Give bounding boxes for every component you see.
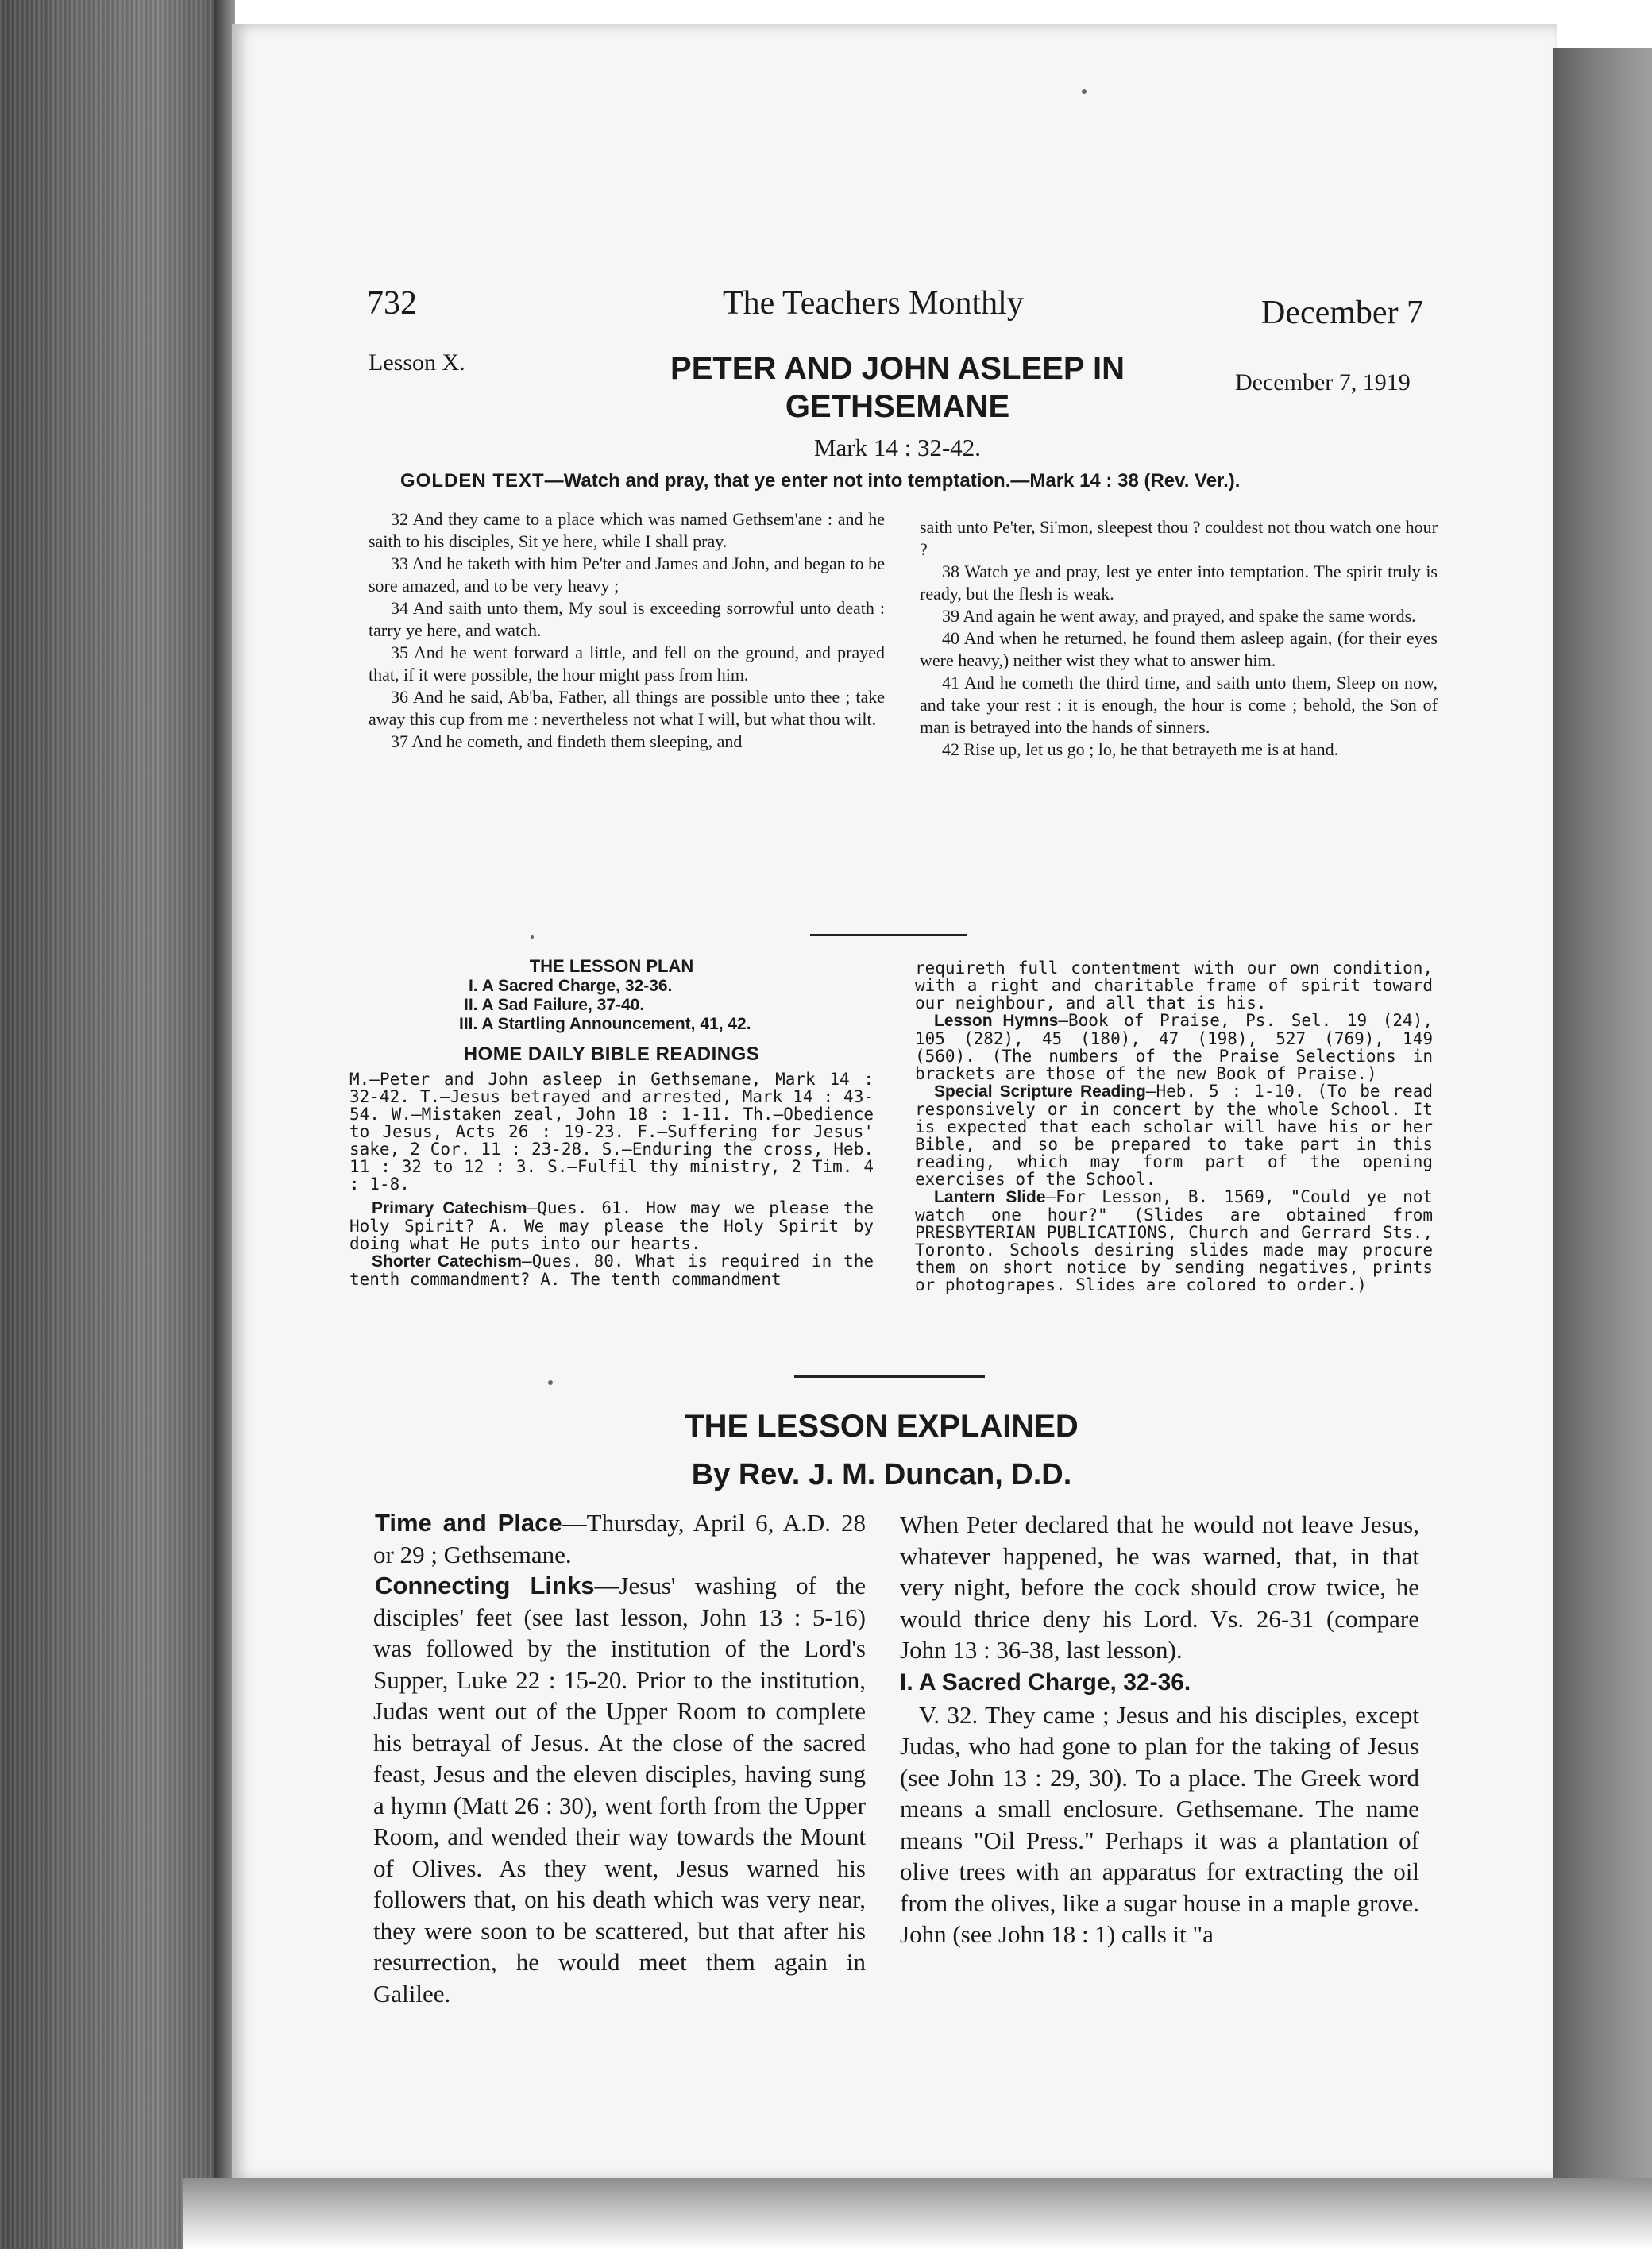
golden-text-body: —Watch and pray, that ye enter not into temptation.—Mark 14 : 38 (Rev. Ver.). xyxy=(544,470,1241,492)
explained-right-column xyxy=(900,1509,1419,1950)
speck xyxy=(531,935,534,939)
shorter-catechism-text: —Ques. 80. What is required in the tenth commandment? A. The tenth commandment xyxy=(349,1252,874,1289)
lesson-date: December 7, 1919 xyxy=(1235,369,1411,395)
lesson-title-line2: GETHSEMANE xyxy=(785,389,1010,424)
divider-rule xyxy=(810,934,967,936)
plan-item-1: I. A Sacred Charge, 32-36. xyxy=(469,977,673,995)
verse-36: 36 And he said, Ab'ba, Father, all things are possible unto thee ; take away this cup from me : nevertheless not what I will, but what thou wilt. xyxy=(369,687,885,729)
verse-40: 40 And when he returned, he found them asleep again, (for their eyes were heavy,) neither wist they what to answer him. xyxy=(920,628,1438,670)
verse-42: 42 Rise up, let us go ; lo, he that betrayeth me is at hand. xyxy=(942,739,1339,759)
page-bottom-edge xyxy=(183,2178,1652,2249)
golden-text xyxy=(400,470,1409,492)
plan-item-2: II. A Sad Failure, 37-40. xyxy=(464,996,645,1014)
scripture-left-column xyxy=(369,508,885,753)
lesson-hymns xyxy=(915,1012,1433,1082)
explained-left-column xyxy=(373,1507,866,2009)
scripture-reference: Mark 14 : 32-42. xyxy=(813,434,982,461)
verse-38: 38 Watch ye and pray, lest ye enter into temptation. The spirit truly is ready, but the flesh is weak. xyxy=(920,561,1438,604)
journal-title: The Teachers Monthly xyxy=(723,285,1024,322)
section-heading: I. A Sacred Charge, 32-36. xyxy=(900,1668,1191,1695)
book-spine-edge xyxy=(0,0,226,2249)
special-scripture-reading xyxy=(915,1082,1433,1188)
lesson-number: Lesson X. xyxy=(369,349,465,376)
plan-item-3: III. A Startling Announcement, 41, 42. xyxy=(459,1015,751,1033)
lantern-slide-label: Lantern Slide xyxy=(934,1188,1046,1206)
page-right-edge xyxy=(1553,48,1652,2184)
shorter-catechism xyxy=(349,1252,874,1288)
running-date: December 7 xyxy=(1261,295,1424,331)
lesson-notes-block xyxy=(915,959,1433,1294)
lantern-slide-text: —For Lesson, B. 1569, "Could ye not watch one hour?" (Slides are obtained from PRESBYTERIAN PUBLICATIONS, Church and Gerrard Sts., Toronto. Schools desiring slides made may procure them on short notice by sending negatives, prints or photograpes. Slides are colored to order.) xyxy=(915,1187,1433,1294)
verse-32-commentary: V. 32. They came ; Jesus and his disciples, except Judas, who had gone to plan for the taking of Jesus (see John 13 : 29, 30). To a place. The Greek word means a small enclosure. Gethsemane. The name means "Oil Press." Perhaps it was a plantation of olive trees with an apparatus for extracting the oil from the olives, like a sugar house in a maple grove. John (see John 18 : 1) calls it "a xyxy=(900,1700,1419,1948)
lesson-hymns-text: —Book of Praise, Ps. Sel. 19 (24), 105 (282), 45 (180), 47 (198), 527 (769), 149 (560). (The numbers of the Praise Selections in brackets are those of the new Book of Praise.) xyxy=(915,1011,1433,1083)
golden-text-label: GOLDEN TEXT xyxy=(400,470,545,492)
shorter-catechism-label: Shorter Catechism xyxy=(372,1252,522,1271)
home-readings-heading: HOME DAILY BIBLE READINGS xyxy=(463,1043,760,1065)
speck xyxy=(1082,89,1087,94)
verse-35: 35 And he went forward a little, and fell on the ground, and prayed that, if it were possible, the hour might pass from him. xyxy=(369,642,885,685)
time-and-place-text: —Thursday, April 6, A.D. 28 or 29 ; Gethsemane. xyxy=(373,1509,866,1568)
lesson-hymns-label: Lesson Hymns xyxy=(934,1012,1059,1030)
page-number: 732 xyxy=(367,285,417,322)
lesson-plan-list xyxy=(459,977,874,1034)
lesson-title-line1: PETER AND JOHN ASLEEP IN xyxy=(670,351,1125,386)
primary-catechism-text: —Ques. 61. How may we please the Holy Spirit? A. We may please the Holy Spirit by doing what He puts into our hearts. xyxy=(349,1198,874,1253)
primary-catechism-label: Primary Catechism xyxy=(372,1199,527,1217)
lesson-explained-byline: By Rev. J. M. Duncan, D.D. xyxy=(691,1458,1072,1491)
lesson-plan-heading: THE LESSON PLAN xyxy=(529,956,694,976)
lesson-plan-block xyxy=(349,956,874,1288)
speck xyxy=(548,1380,553,1385)
primary-catechism xyxy=(349,1199,874,1252)
verse-32: 32 And they came to a place which was named Gethsem'ane : and he saith to his disciples, Sit ye here, while I shall pray. xyxy=(369,509,885,551)
lantern-slide xyxy=(915,1188,1433,1294)
connecting-links xyxy=(373,1570,866,2009)
special-reading-label: Special Scripture Reading xyxy=(934,1082,1146,1101)
catechism-continuation: requireth full contentment with our own condition, with a right and charitable frame of spirit toward our neighbour, and all that is his. xyxy=(915,959,1433,1013)
verse-33: 33 And he taketh with him Pe'ter and James and John, and began to be sore amazed, and to be very heavy ; xyxy=(369,554,885,596)
verse-39: 39 And again he went away, and prayed, and spake the same words. xyxy=(942,606,1416,626)
lesson-title xyxy=(620,349,1175,426)
time-and-place xyxy=(373,1507,866,1570)
connecting-links-label: Connecting Links xyxy=(375,1572,595,1599)
verse-34: 34 And saith unto them, My soul is exceeding sorrowful unto death : tarry ye here, and watch. xyxy=(369,598,885,640)
scripture-right-column xyxy=(920,516,1438,761)
verse-37: 37 And he cometh, and findeth them sleeping, and xyxy=(391,731,743,751)
verse-37-cont: saith unto Pe'ter, Si'mon, sleepest thou ? couldest not thou watch one hour ? xyxy=(920,517,1438,559)
divider-rule xyxy=(794,1375,985,1378)
explained-right-para: When Peter declared that he would not leave Jesus, whatever happened, he was warned, that, in that very night, before the cock should crow twice, he would thrice deny his Lord. Vs. 26-31 (compare John 13 : 36-38, last lesson). xyxy=(900,1510,1419,1664)
home-readings-text: M.—Peter and John asleep in Gethsemane, Mark 14 : 32-42. T.—Jesus betrayed and arrested, Mark 14 : 43-54. W.—Mistaken zeal, John 18 : 1-11. Th.—Obedience to Jesus, Acts 26 : 19-23. F.—Suffering for Jesus' sake, 2 Cor. 11 : 23-28. S.—Enduring the cross, Heb. 11 : 32 to 12 : 3. S.—Fulfil thy ministry, 2 Tim. 4 : 1-8. xyxy=(349,1070,874,1194)
special-reading-text: —Heb. 5 : 1-10. (To be read responsively or in concert by the whole School. It is expected that each scholar will have his or her Bible, and so be prepared to take part in this reading, which may form part of the opening exercises of the School. xyxy=(915,1082,1433,1189)
time-and-place-label: Time and Place xyxy=(375,1509,562,1537)
connecting-links-text: —Jesus' washing of the disciples' feet (see last lesson, John 13 : 5-16) was followed by the institution of the Lord's Supper, Luke 22 : 15-20. Prior to the institution, Judas went out of the Upper Room to complete his betrayal of Jesus. At the close of the sacred feast, Jesus and the eleven disciples, having sung a hymn (Matt 26 : 30), went forth from the Upper Room, and wended their way towards the Mount of Olives. As they went, Jesus warned his followers that, on his death which was very near, they were soon to be scattered, but that after his resurrection, he would meet them again in Galilee. xyxy=(373,1572,866,2008)
lesson-explained-title: THE LESSON EXPLAINED xyxy=(685,1409,1079,1444)
verse-41: 41 And he cometh the third time, and saith unto them, Sleep on now, and take your rest : it is enough, the hour is come ; behold, the Son of man is betrayed into the hands of sinners. xyxy=(920,673,1438,737)
